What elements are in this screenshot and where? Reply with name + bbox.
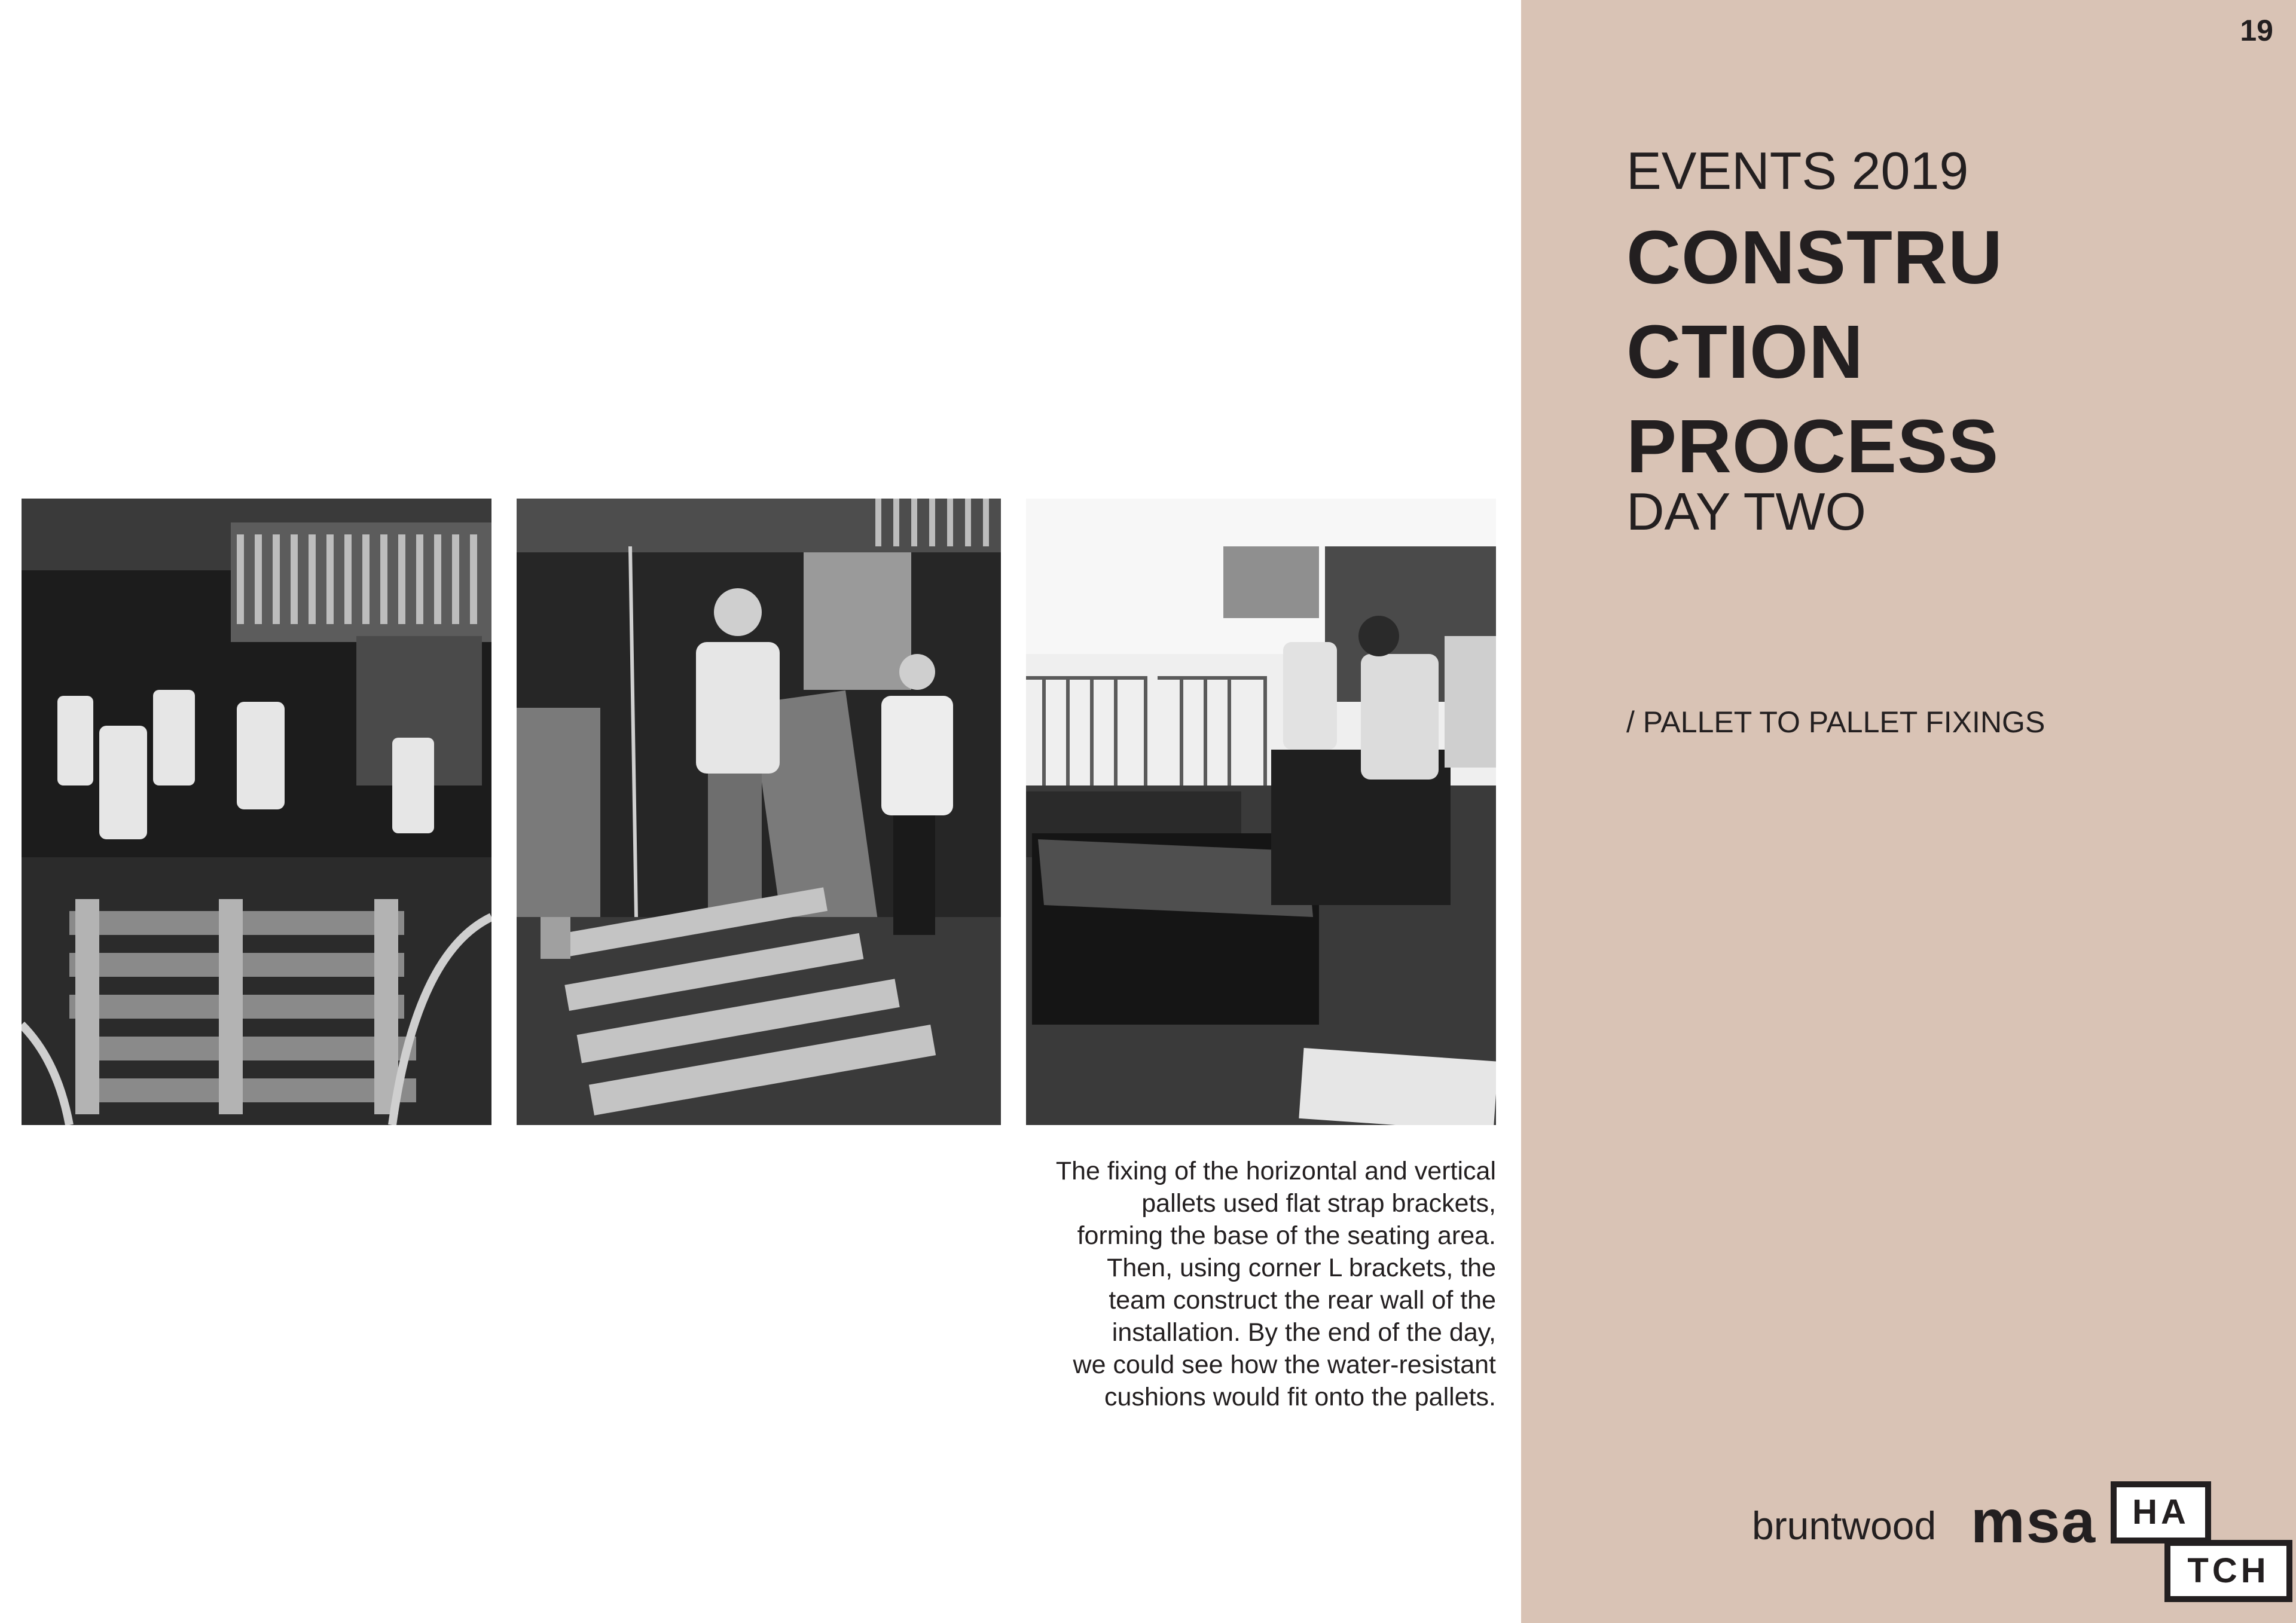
- title-line: CTION: [1626, 310, 1864, 394]
- photo-graphic: [517, 499, 1001, 1125]
- photo-graphic: [1026, 499, 1496, 1125]
- events-kicker: EVENTS 2019: [1626, 141, 1969, 200]
- photo-graphic: [22, 499, 491, 1125]
- photo-fixing-pallets: [1026, 499, 1496, 1125]
- caption-line: installation. By the end of the day,: [1112, 1318, 1496, 1347]
- photo-team-with-pallets: [22, 499, 491, 1125]
- page-title: [1626, 210, 2003, 494]
- page-number: 19: [2240, 14, 2273, 47]
- photo-workers-standing: [517, 499, 1001, 1125]
- hatch-logo-top: HA: [2111, 1481, 2211, 1543]
- caption-line: Then, using corner L brackets, the: [1107, 1254, 1496, 1282]
- title-line: CONSTRU: [1626, 215, 2003, 299]
- msa-logo: msa: [1971, 1487, 2097, 1555]
- caption-line: forming the base of the seating area.: [1077, 1221, 1496, 1250]
- title-panel: [1521, 0, 2296, 1623]
- photo-caption: [1016, 1155, 1496, 1413]
- caption-line: The fixing of the horizontal and vertical: [1055, 1157, 1496, 1185]
- hatch-logo: [2111, 1481, 2290, 1607]
- bruntwood-logo: bruntwood: [1752, 1503, 1937, 1548]
- caption-line: team construct the rear wall of the: [1109, 1286, 1496, 1315]
- caption-line: cushions would fit onto the pallets.: [1104, 1383, 1496, 1411]
- caption-line: pallets used flat strap brackets,: [1141, 1189, 1496, 1218]
- caption-line: we could see how the water-resistant: [1073, 1350, 1496, 1379]
- page-subtitle: DAY TWO: [1626, 482, 1866, 541]
- hatch-logo-bottom: TCH: [2164, 1540, 2292, 1602]
- title-line: PROCESS: [1626, 404, 1999, 488]
- section-label: / PALLET TO PALLET FIXINGS: [1626, 705, 2045, 739]
